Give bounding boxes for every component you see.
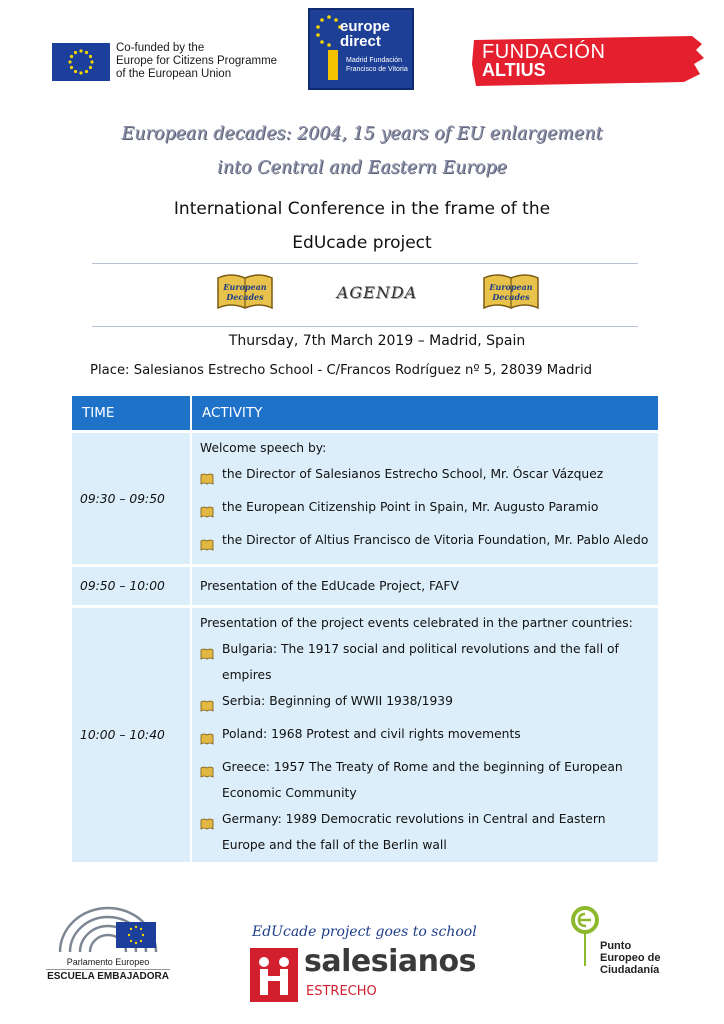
list-item: the Director of Salesianos Estrecho School, Mr. Óscar Vázquez xyxy=(200,461,652,494)
divider-top xyxy=(92,263,638,264)
event-date: Thursday, 7th March 2019 – Madrid, Spain xyxy=(228,333,526,349)
parlamento-europeo-logo: Parlamento Europeo ESCUELA EMBAJADORA xyxy=(46,900,170,990)
fundacion-altius-logo xyxy=(470,34,706,88)
list-item: Germany: 1989 Democratic revolutions in Central and Eastern Europe and the fall of the Berlin wall xyxy=(200,806,652,858)
book-bullet-icon xyxy=(200,494,222,527)
time-cell: 09:50 – 10:00 xyxy=(72,567,192,605)
time-cell: 09:30 – 09:50 xyxy=(72,433,192,564)
book-bullet-icon xyxy=(200,688,222,721)
list-item: the European Citizenship Point in Spain, Mr. Augusto Paramio xyxy=(200,494,652,527)
main-title-line1: European decades: 2004, 15 years of EU enlargement xyxy=(121,124,603,144)
altius-line2: ALTIUS xyxy=(482,60,546,80)
table-row xyxy=(72,605,658,862)
europe-direct-title: europe direct xyxy=(340,18,391,50)
activity-cell: Presentation of the project events celebrated in the partner countries: Bulgaria: The 1917 social and political revolutions and the fall of empires Serbia: Beginning of WWII 1938/1939 Poland: 1968 Protest and civil rights movements Greece: 1957 The Treaty of Rome and the beginning of European Economic Community Germany: 1989 Democratic revolutions in Central and Eastern Europe and the fall of the Berlin wall xyxy=(192,608,658,862)
european-decades-book-icon: European Decades xyxy=(216,270,274,312)
altius-line1: FUNDACIÓN xyxy=(482,41,606,63)
european-decades-book-icon: European Decades xyxy=(482,270,540,312)
agenda-heading: AGENDA xyxy=(336,283,418,302)
book-bullet-icon xyxy=(200,754,222,806)
activity-cell: Welcome speech by: the Director of Salesianos Estrecho School, Mr. Óscar Vázquez the European Citizenship Point in Spain, Mr. Augusto Paramio the Director of Altius Francisco de Vitoria Foundation, Mr. Pablo Aledo xyxy=(192,433,658,564)
salesianos-estrecho-logo: salesianos ESTRECHO xyxy=(250,944,486,1008)
eu-cofunded-text: Co-funded by the Europe for Citizens Programme of the European Union xyxy=(116,42,278,80)
table-row xyxy=(72,430,658,564)
educade-tagline: EdUcade project goes to school xyxy=(252,924,477,940)
list-item: Greece: 1957 The Treaty of Rome and the beginning of European Economic Community xyxy=(200,754,652,806)
list-item: Poland: 1968 Protest and civil rights movements xyxy=(200,721,652,754)
book-bullet-icon xyxy=(200,527,222,560)
eu-flag-icon xyxy=(52,43,110,81)
header-activity: ACTIVITY xyxy=(202,405,263,421)
activity-cell: Presentation of the EdUcade Project, FAFV xyxy=(200,579,459,593)
agenda-table xyxy=(72,396,658,862)
list-item: Bulgaria: The 1917 social and political revolutions and the fall of empires xyxy=(200,636,652,688)
location-pin-e-icon xyxy=(570,906,600,970)
main-title-line2: into Central and Eastern Europe xyxy=(217,158,507,178)
list-item: the Director of Altius Francisco de Vitoria Foundation, Mr. Pablo Aledo xyxy=(200,527,652,560)
table-row xyxy=(72,564,658,605)
divider-bottom xyxy=(92,326,638,327)
eu-cofunded-logo xyxy=(52,42,277,81)
book-bullet-icon xyxy=(200,721,222,754)
book-bullet-icon xyxy=(200,461,222,494)
book-bullet-icon xyxy=(200,806,222,858)
europe-direct-subtitle: Madrid Fundación Francisco de Vitoria xyxy=(346,57,408,73)
europe-direct-logo xyxy=(308,8,414,90)
header-time: TIME xyxy=(72,396,192,430)
parliament-hemicycle-icon xyxy=(46,900,170,956)
subtitle-line2: EdUcade project xyxy=(292,233,432,253)
subtitle-line1: International Conference in the frame of the xyxy=(173,199,551,219)
book-bullet-icon xyxy=(200,636,222,688)
event-place: Place: Salesianos Estrecho School - C/Francos Rodríguez nº 5, 28039 Madrid xyxy=(90,363,592,378)
punto-europeo-text: Punto Europeo de Ciudadanía xyxy=(600,940,661,976)
punto-europeo-ciudadania-logo xyxy=(570,906,680,996)
salesianos-emblem-icon xyxy=(250,944,298,1004)
list-item: Serbia: Beginning of WWII 1938/1939 xyxy=(200,688,652,721)
time-cell: 10:00 – 10:40 xyxy=(72,608,192,862)
table-header xyxy=(72,396,658,430)
europe-direct-i-bar xyxy=(328,50,338,80)
